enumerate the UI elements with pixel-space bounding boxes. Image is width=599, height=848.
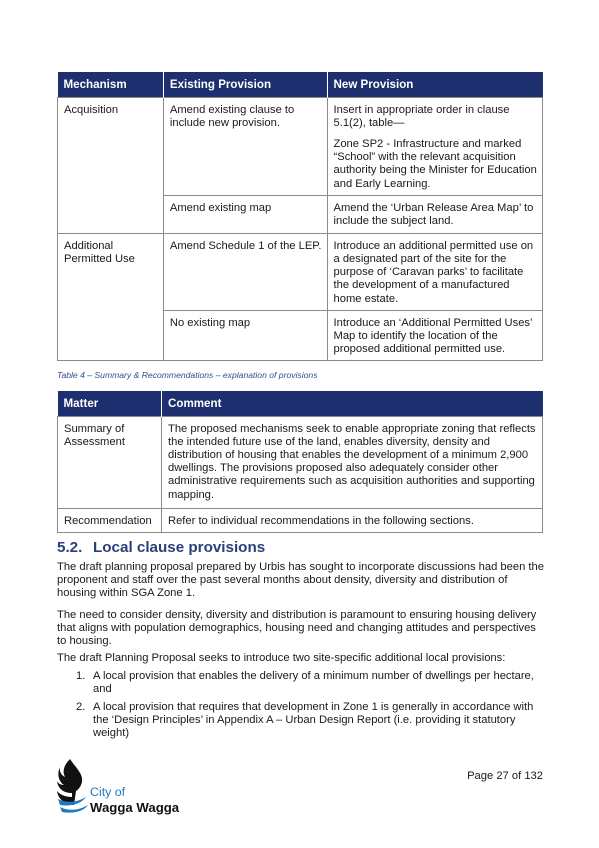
new-provision-cell: Introduce an ‘Additional Permitted Uses’ Map to identify the location of the proposed additional permitted use. [327,310,543,361]
matter-cell: Recommendation [58,508,162,532]
body-paragraph: The draft planning proposal prepared by Urbis has sought to incorporate discussions had been the proponent and staff over the past several months about density, diversity and distribution of housing within SGA Zone 1. [57,561,544,600]
list-number: 1. [76,670,86,682]
matter-cell: Summary of Assessment [58,416,162,508]
body-paragraph: The draft Planning Proposal seeks to introduce two site-specific additional local provisions: [57,652,506,664]
section-title: Local clause provisions [93,539,266,556]
list-text: A local provision that requires that development in Zone 1 is generally in accordance with the ‘Design Principles’ in Appendix A – Urban Design Report (i.e. providing it statutory weight) [93,701,534,740]
existing-provision-cell: Amend existing map [163,195,327,233]
column-header-mechanism: Mechanism [58,72,164,97]
summary-table [57,391,543,533]
body-paragraph: The need to consider density, diversity and distribution is paramount to ensuring housing delivery that aligns with population demographics, housing need and changing attitudes and perspectives to housing. [57,609,537,648]
column-header-existing-provision: Existing Provision [163,72,327,97]
provisions-table [57,72,543,361]
table-row [58,97,543,195]
city-logo [56,757,186,817]
comment-cell: Refer to individual recommendations in the following sections. [161,508,542,532]
new-provision-cell [327,97,543,195]
column-header-matter: Matter [58,391,162,416]
table-row [58,508,543,532]
table-row [58,233,543,310]
table-header-row [58,72,543,97]
table-row [58,416,543,508]
page-number: Page 27 of 132 [467,770,543,782]
column-header-new-provision: New Provision [327,72,543,97]
section-number: 5.2. [57,539,83,556]
logo-city-text: City of [90,785,126,799]
existing-provision-cell: No existing map [163,310,327,361]
new-provision-cell: Introduce an additional permitted use on a designated part of the site for the purpose of ‘Caravan parks’ to facilitate the development of a manufactured home estate. [327,233,543,310]
mechanism-cell: Acquisition [58,97,164,233]
wagga-wagga-crow-icon [56,757,90,813]
new-provision-text: Insert in appropriate order in clause 5.1(2), table— [333,103,510,129]
table-header-row [58,391,543,416]
logo-name-text: Wagga Wagga [90,800,180,815]
existing-provision-cell: Amend Schedule 1 of the LEP. [163,233,327,310]
comment-cell: The proposed mechanisms seek to enable appropriate zoning that reflects the intended future use of the land, enables diversity, density and distribution of housing that enables the development of a minimum 2,900 dwellings. The provisions proposed also adequately consider other administrative requirements such as acquisition authorities and supporting mapping. [161,416,542,508]
new-provision-cell: Amend the ‘Urban Release Area Map’ to include the subject land. [327,195,543,233]
section-heading [57,539,265,556]
list-text: A local provision that enables the delivery of a minimum number of dwellings per hectare, and [93,670,534,696]
column-header-comment: Comment [161,391,542,416]
list-number: 2. [76,701,86,713]
mechanism-cell: Additional Permitted Use [58,233,164,361]
table-caption: Table 4 – Summary & Recommendations – explanation of provisions [57,370,318,380]
new-provision-text: Zone SP2 - Infrastructure and marked “School” with the relevant acquisition authority being the Minister for Education and Early Learning. [333,137,537,190]
existing-provision-cell: Amend existing clause to include new provision. [163,97,327,195]
